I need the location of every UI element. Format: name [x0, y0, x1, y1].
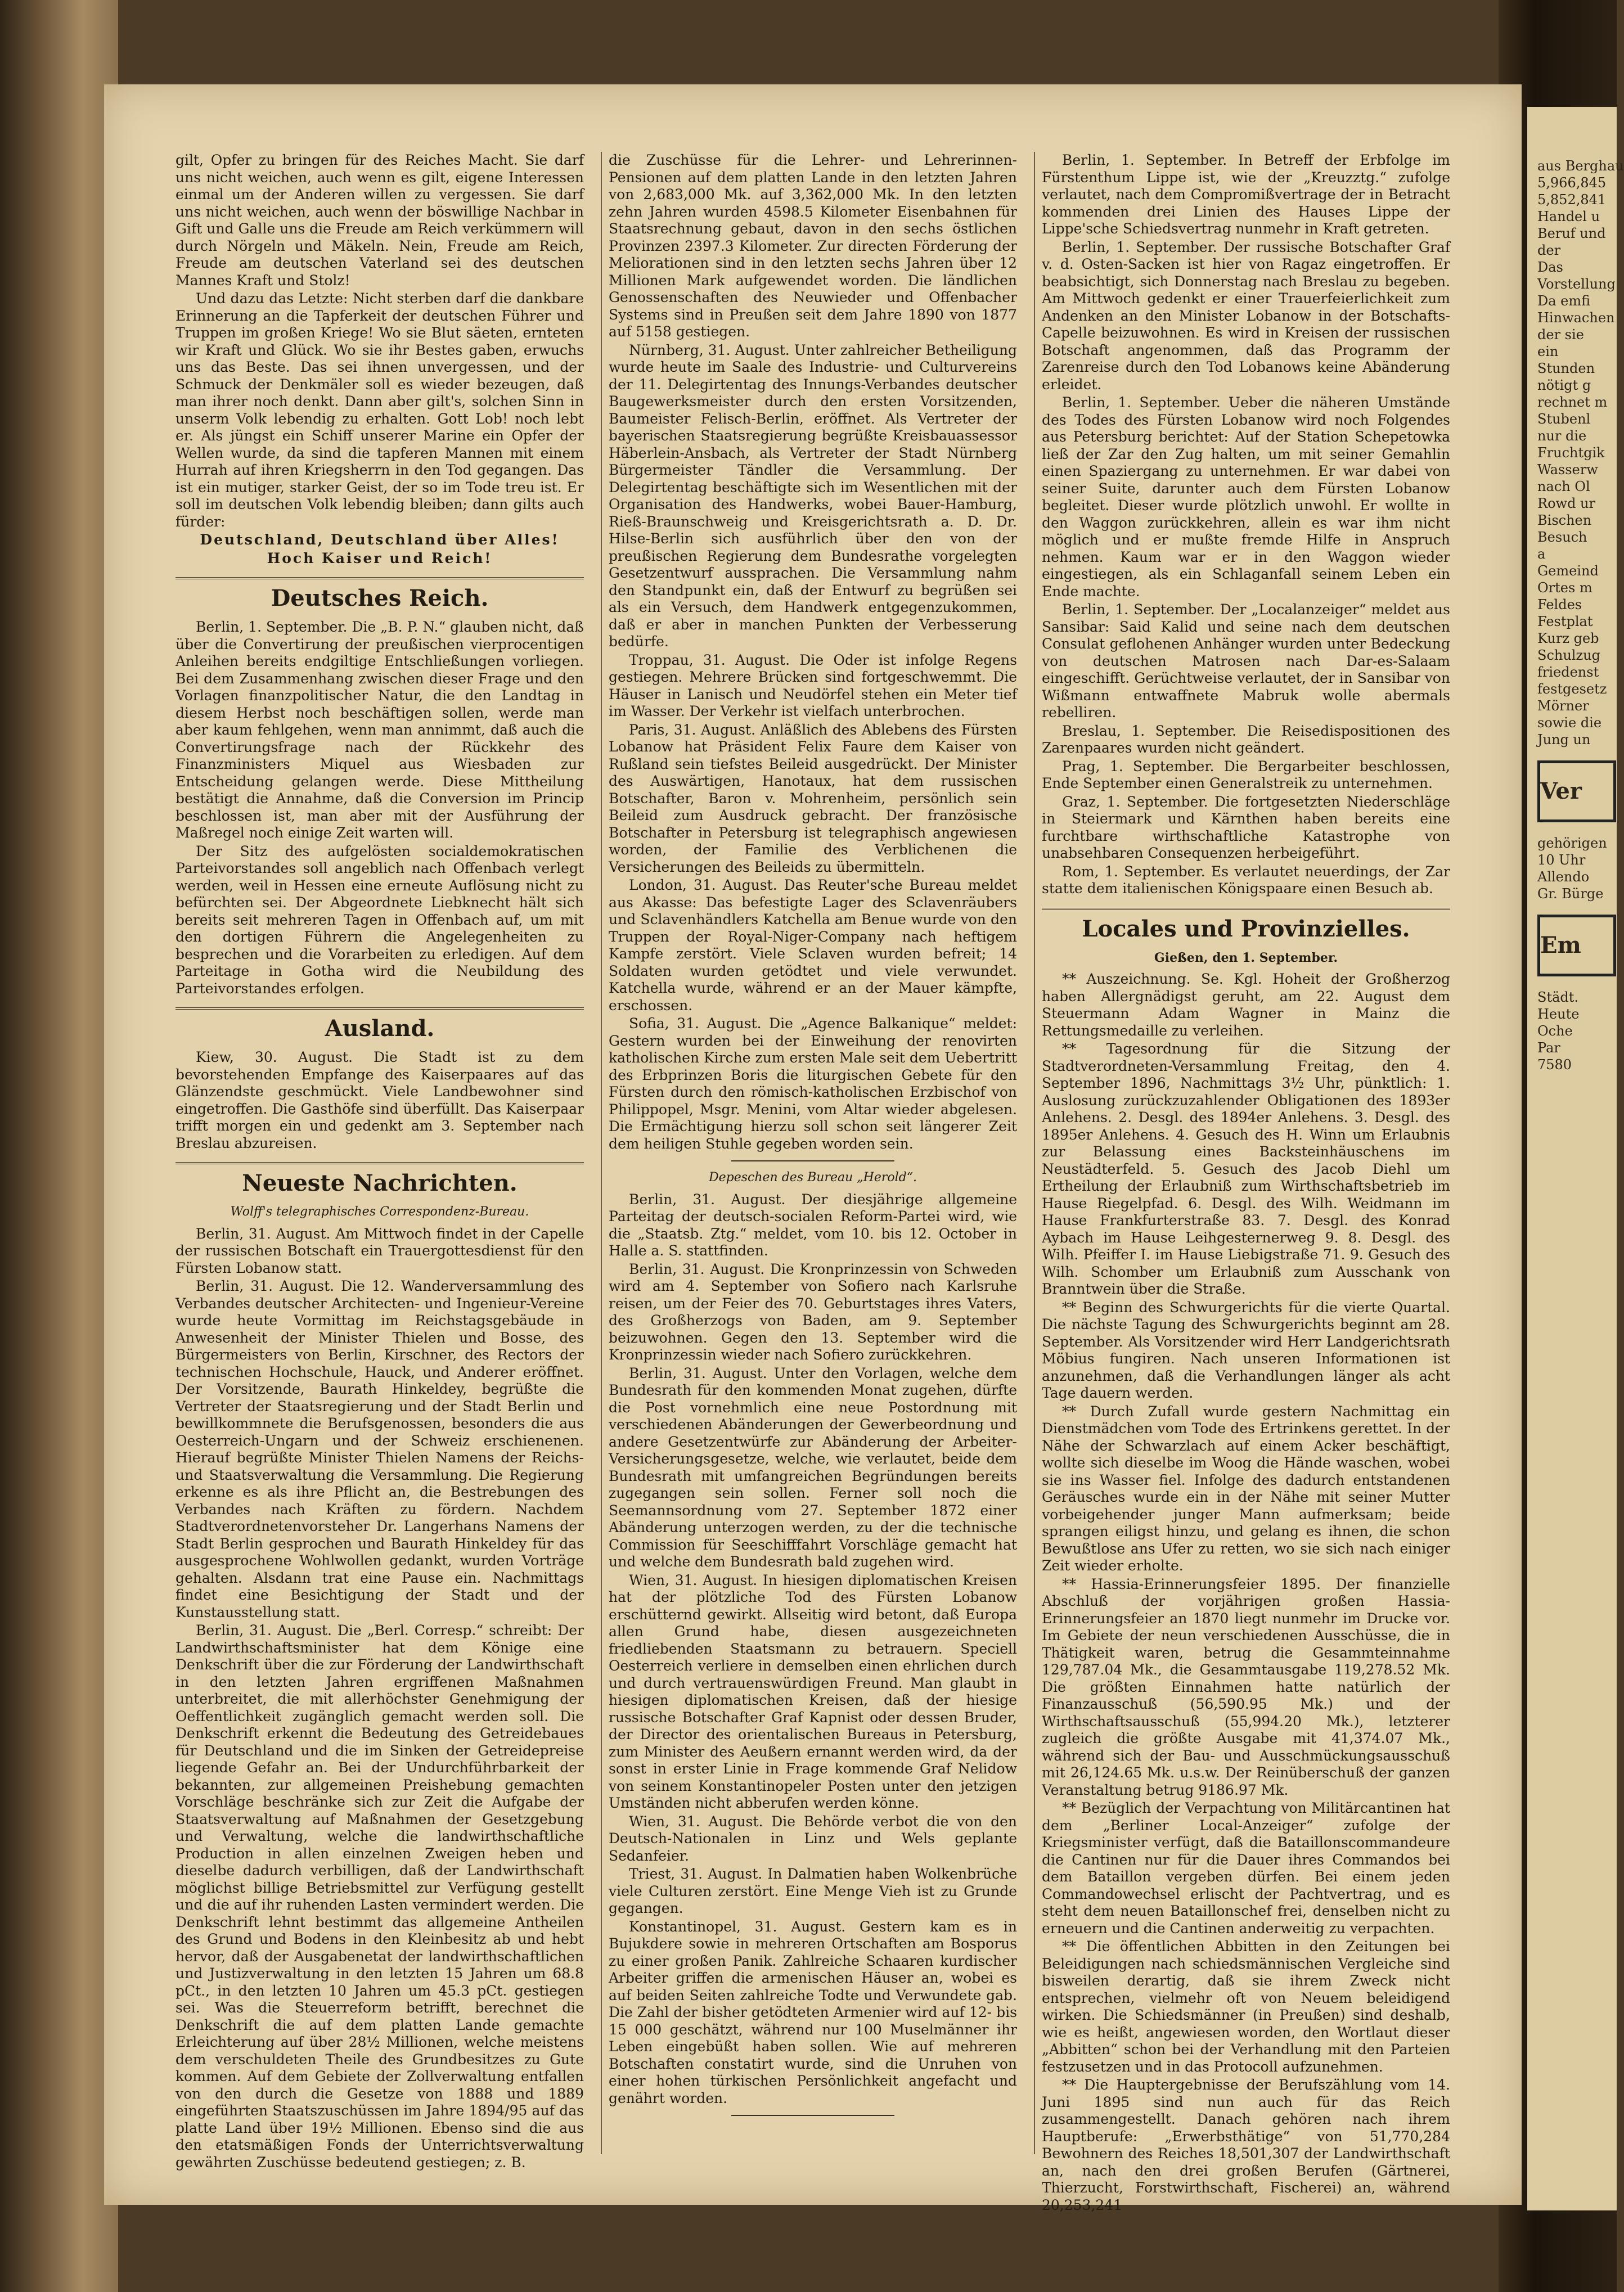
- edge-text-line: Par: [1537, 1040, 1560, 1056]
- section-title-neueste-nachrichten: Neueste Nachrichten.: [176, 1162, 584, 1198]
- news-item: Berlin, 1. September. Die „B. P. N.“ glauben nicht, daß über die Convertirung der preußischen vierprocentigen Anleihen bereits endgiltige Entschließungen vorliegen. Bei dem Zusammenhang zwischen dieser Frage und den Vorlagen finanzpolitischer Natur, die den Landtag in diesem Herbst noch beschäftigen sollen, werde man aber kaum fehlgehen, wenn man annimmt, daß auch die Convertirungsfrage nach der Rückkehr des Finanzministers Miquel aus Wiesbaden zur Entscheidung gelangen werde. Diese Mittheilung bestätigt die Annahme, daß die Conversion im Princip beschlossen ist, man aber mit der Ausführung der Maßregel noch einige Zeit warten will.: [176, 619, 584, 841]
- edge-text-line: Hinwachen: [1537, 310, 1615, 326]
- news-item: Berlin, 1. September. In Betreff der Erbfolge im Fürstenthum Lippe ist, wie der „Kreuzztg.“ zufolge verlautet, nach dem Compromißvertrage der in Betracht kommenden drei Linien des Hauses Lippe der Lippe'sche Schiedsvertrag nunmehr in Kraft getreten.: [1042, 152, 1450, 237]
- news-item: Nürnberg, 31. August. Unter zahlreicher Betheiligung wurde heute im Saale des Industrie- und Culturvereins der 11. Delegirtentag des Innungs-Verbandes deutscher Baugewerksmeister durch den ersten Vorsitzenden, Baumeister Felisch-Berlin, eröffnet. Als Vertreter der bayerischen Staatsregierung begrüßte Kreisbauassessor Häberlein-Ansbach, als Vertreter der Stadt Nürnberg Bürgermeister Tändler die Versammlung. Der Delegirtentag beschäftigte sich im Wesentlichen mit der Organisation des Handwerks, wobei Bauer-Hamburg, Rieß-Braunschweig und Kreisgerichtsrath a. D. Dr. Hilse-Berlin sich ausführlich über den von der preußischen Regierung dem Bundesrathe vorgelegten Gesetzentwurf aussprachen. Die Versammlung nahm den Standpunkt ein, daß der Entwurf zu begrüßen sei als ein Versuch, dem Handwerk entgegenzukommen, daß er aber in manchen Punkten der Verbesserung bedürfe.: [609, 341, 1017, 650]
- news-item: Berlin, 31. August. Die 12. Wanderversammlung des Verbandes deutscher Architecten- und Ingenieur-Vereine wurde heute Vormittag im Reichstagsgebäude in Anwesenheit der Minister Thielen und Bosse, des Bürgermeisters von Berlin, Kirschner, des Rectors der technischen Hochschule, Hauck, und Anderer eröffnet. Der Vorsitzende, Baurath Hinkeldey, begrüßte die Vertreter der Staatsregierung und der Stadt Berlin und bewillkommnete die Berufsgenossen, besonders die aus Oesterreich-Ungarn und der Schweiz erschienenen. Hierauf begrüßte Minister Thielen Namens der Reichs- und Staatsverwaltung die Versammlung. Die Regierung erkenne es als ihre Pflicht an, die Bestrebungen des Verbandes nach Kräften zu fördern. Nachdem Stadtverordnetenvorsteher Dr. Langerhans Namens der Stadt Berlin gesprochen und Baurath Hinkeldey für das ausgesprochene Wohlwollen gedankt, wurden Vorträge gehalten. Alsdann trat eine Pause ein. Nachmittags findet eine Besichtigung der Stadt und der Kunstausstellung statt.: [176, 1278, 584, 1620]
- advert-box: [1537, 915, 1616, 976]
- news-item: ** Hassia-Erinnerungsfeier 1895. Der finanzielle Abschluß der vorjährigen großen Hassia-Erinnerungsfeier an 1870 liegt nunmehr im Drucke vor. Im Gebiete der neun verschiedenen Ausschüsse, die in Thätigkeit waren, betrug die Gesammteinnahme 129,787.04 Mk., die Gesammtausgabe 119,278.52 Mk. Die größten Einnahmen hatte natürlich der Finanzausschuß (56,590.95 Mk.) und der Wirthschaftsausschuß (55,994.20 Mk.), letzterer zugleich die größte Ausgabe mit 41,374.07 Mk., während sich der Bau- und Ausschmückungsausschuß mit 26,124.65 Mk. u.s.w. Der Reinüberschuß der ganzen Veranstaltung betrug 9186.97 Mk.: [1042, 1575, 1450, 1798]
- edge-text-line: nur die: [1537, 428, 1587, 444]
- edge-text-line: Vorstellung: [1537, 276, 1616, 292]
- edge-text-line: Allendo: [1537, 869, 1590, 885]
- newspaper-page: [104, 84, 1522, 2213]
- edge-text-line: Städt.: [1537, 989, 1579, 1005]
- section-title-locales: Locales und Provinzielles.: [1042, 908, 1450, 944]
- article-paragraph: Und dazu das Letzte: Nicht sterben darf die dankbare Erinnerung an die Tapferkeit der deutschen Führer und Truppen im großen Kriege! Wo sie Blut säeten, ernteten wir Kraft und Glück. Wo sie ihr Bestes gaben, erwuchs uns das Beste. Das sei ihnen unvergessen, und der Schmuck der Denkmäler soll es wieder bezeugen, daß man ihrer noch denkt. Dann aber gilt's, solchen Sinn in unserm Volk lebendig zu erhalten. Gott Lob! noch lebt er. Als jüngst ein Schiff unserer Marine ein Opfer der Wellen wurde, da sind die tapferen Mannen mit einem Hurrah auf ihren Kriegsherrn in den Tod gegangen. Das ist ein mutiger, starker Geist, der so im Tode treu ist. Er soll im deutschen Volk lebendig bleiben; dann gilts auch fürder:: [176, 290, 584, 530]
- news-item: Wien, 31. August. Die Behörde verbot die von den Deutsch-Nationalen in Linz und Wels geplante Sedanfeier.: [609, 1813, 1017, 1864]
- edge-text-fragments: [1537, 989, 1617, 1073]
- edge-text-line: Stunden: [1537, 361, 1595, 376]
- column-container: [169, 152, 1457, 2213]
- section-subtitle: Wolff's telegraphisches Correspondenz-Bureau.: [230, 1205, 529, 1219]
- section-title-deutsches-reich: Deutsches Reich.: [176, 577, 584, 613]
- edge-text-line: der: [1537, 242, 1561, 258]
- edge-text-line: Handel u: [1537, 209, 1600, 224]
- edge-text-line: Mörner: [1537, 698, 1589, 714]
- divider: [731, 1160, 894, 1161]
- edge-text-line: Fruchtgik: [1537, 445, 1605, 461]
- edge-text-line: Stubenl: [1537, 411, 1591, 427]
- column-2: [601, 152, 1024, 2154]
- article-continuation: die Zuschüsse für die Lehrer- und Lehrerinnen-Pensionen auf dem platten Lande in den letzten Jahren von 2,683,000 Mk. auf 3,362,000 Mk. In den letzten zehn Jahren wurden 4598.5 Kilometer Eisenbahnen für Staatsrechnung gebaut, davon in den sechs östlichen Provinzen 2397.3 Kilometer. Zur directen Förderung der Meliorationen sind in den letzten sechs Jahren über 12 Millionen Mark aufgewendet worden. Die ländlichen Genossenschaften des Neuwieder und Offenbacher Systems sind in Preußen seit dem Jahre 1890 von 1877 auf 5158 gestiegen.: [609, 152, 1017, 340]
- news-item: ** Auszeichnung. Se. Kgl. Hoheit der Großherzog haben Allergnädigst geruht, am 22. August dem Steuermann Adam Wagner in Mainz die Rettungsmedaille zu verleihen.: [1042, 971, 1450, 1039]
- edge-text-line: Rowd ur: [1537, 496, 1595, 511]
- news-item: Paris, 31. August. Anläßlich des Ablebens des Fürsten Lobanow hat Präsident Felix Faure dem Kaiser von Rußland sein tiefstes Beileid ausgedrückt. Der Minister des Auswärtigen, Hanotaux, hat dem russischen Botschafter, Baron v. Mohrenheim, persönlich sein Beileid zum Ausdruck gebracht. Der französische Botschafter in Petersburg ist telegraphisch angewiesen worden, der Familie des Verblichenen die Versicherungen des Beileids zu übermitteln.: [609, 721, 1017, 875]
- news-item: Kiew, 30. August. Die Stadt ist zu dem bevorstehenden Empfange des Kaiserpaares auf das Glänzendste geschmückt. Viele Landbewohner sind eingetroffen. Die Gasthöfe sind überfüllt. Das Kaiserpaar trifft morgen ein und gedenkt am 3. September nach Breslau abzureisen.: [176, 1049, 584, 1151]
- motto-line: Hoch Kaiser und Reich!: [267, 550, 493, 566]
- news-item: Berlin, 31. August. Unter den Vorlagen, welche dem Bundesrath für den kommenden Monat zugehen, dürfte die Post vornehmlich eine neue Postordnung mit verschiedenen Abänderungen der Gewerbeordnung und andere Gesetzentwürfe zur Abänderung der Arbeiter-Versicherungsgesetze, welche, wie verlautet, beide dem Bundesrath mit umfangreichen Begründungen bereits zugegangen sein sollen. Ferner soll noch die Seemannsordnung vom 27. September 1872 einer Abänderung unterzogen werden, zu der die technische Commission für Seeschifffahrt Vorschläge gemacht hat und welche dem Bundesrath bald zugehen wird.: [609, 1365, 1017, 1570]
- article-continuation: gilt, Opfer zu bringen für des Reiches Macht. Sie darf uns nicht weichen, auch wenn es gilt, eigene Interessen einmal um der Anderen willen zu vergessen. Sie darf uns nicht weichen, auch wenn der böswillige Nachbar in Gift und Galle uns die Freude am Reich verkümmern will durch Nörgeln und Mäkeln. Nein, Freude am Reich, Freude am deutschen Vaterland sei des deutschen Mannes Kraft und Stolz!: [176, 152, 584, 289]
- edge-text-line: sowie die: [1537, 715, 1602, 731]
- news-item: Troppau, 31. August. Die Oder ist infolge Regens gestiegen. Mehrere Brücken sind fortgeschwemmt. Die Häuser in Lanisch und Neudörfel stehen ein Meter tief im Wasser. Der Verkehr ist vielfach unterbrochen.: [609, 651, 1017, 719]
- news-item: Berlin, 1. September. Der russische Botschafter Graf v. d. Osten-Sacken ist hier von Ragaz eingetroffen. Er beabsichtigt, sich Donnerstag nach Breslau zu begeben. Am Mittwoch gedenkt er einer Trauerfeierlichkeit zum Andenken an den Minister Lobanow in der Botschafts-Capelle beizuwohnen. Es wird in Kreisen der russischen Botschaft angenommen, daß das Programm der Zarenreise durch den Tod Lobanows keine Abänderung erleidet.: [1042, 238, 1450, 393]
- advert-box-text: Em: [1540, 932, 1581, 958]
- edge-text-line: Das: [1537, 259, 1563, 275]
- edge-text-line: Heute: [1537, 1006, 1580, 1022]
- edge-text-line: nötigt g: [1537, 377, 1591, 393]
- motto-line: Deutschland, Deutschland über Alles!: [200, 532, 560, 548]
- edge-text-line: 5,966,845: [1537, 175, 1607, 191]
- news-item: Triest, 31. August. In Dalmatien haben Wolkenbrüche viele Culturen zerstört. Eine Menge Vieh ist zu Grunde gegangen.: [609, 1866, 1017, 1916]
- edge-text-line: Feldes: [1537, 597, 1582, 613]
- dateline: Gießen, den 1. September.: [1154, 950, 1338, 965]
- advert-box-text: Ver: [1540, 778, 1582, 804]
- news-item: Prag, 1. September. Die Bergarbeiter beschlossen, Ende September einen Generalstreik zu unternehmen.: [1042, 758, 1450, 791]
- edge-text-line: Ortes m: [1537, 580, 1592, 596]
- edge-text-line: nach Ol: [1537, 479, 1590, 494]
- edge-text-line: Besuch: [1537, 529, 1587, 545]
- column-1: [169, 152, 591, 2171]
- edge-text-line: gehörigen: [1537, 835, 1607, 851]
- edge-text-line: Jung un: [1537, 732, 1591, 748]
- edge-text-line: Festplat: [1537, 614, 1593, 629]
- edge-text-line: Gemeind: [1537, 563, 1599, 579]
- edge-text-line: 10 Uhr: [1537, 852, 1586, 868]
- news-item: ** Durch Zufall wurde gestern Nachmittag ein Dienstmädchen vom Tode des Ertrinkens gerettet. In der Nähe der Schwarzlach auf einem Acker beschäftigt, wollte sich dieselbe im Woog die Hände waschen, wobei sie ins Wasser fiel. Infolge des dadurch entstandenen Geräusches wurde ein in der Nähe mit seiner Mutter vorbeigehender junger Mann aufmerksam; beide sprangen eiligst hinzu, und gelang es ihnen, die schon Bewußtlose ans Ufer zu retten, wo sie sich nach einiger Zeit wieder erholte.: [1042, 1403, 1450, 1574]
- news-item: London, 31. August. Das Reuter'sche Bureau meldet aus Akasse: Das befestigte Lager des Sclavenräubers und Sclavenhändlers Katchella am Benue wurde von den Truppen der Royal-Niger-Company nach heftigem Kampfe zerstört. Viele Sclaven wurden befreit; 14 Soldaten wurden getödtet und viele verwundet. Katchella wurde, während er an der Mauer kämpfte, erschossen.: [609, 877, 1017, 1014]
- advert-box: [1537, 760, 1616, 822]
- news-item: Berlin, 31. August. Der diesjährige allgemeine Parteitag der deutsch-socialen Reform-Partei wird, wie die „Staatsb. Ztg.“ meldet, vom 10. bis 12. October in Halle a. S. stattfinden.: [609, 1191, 1017, 1259]
- edge-text-line: der sie: [1537, 327, 1584, 343]
- edge-text-line: festgesetz: [1537, 681, 1607, 697]
- edge-text-line: aus Berghau: [1537, 158, 1624, 174]
- edge-text-line: rechnet m: [1537, 394, 1608, 410]
- edge-text-line: Wasserw: [1537, 462, 1598, 478]
- news-item: Berlin, 1. September. Der „Localanzeiger“ meldet aus Sansibar: Said Kalid und seine nach dem deutschen Consulat geflohenen Anhänger wurden unter Bedeckung von deutschen Matrosen nach Dar-es-Salaam eingeschifft. Gerüchtweise verlautet, der in Sansibar von Wißmann entwaffnete Mabruk wolle abermals rebelliren.: [1042, 601, 1450, 721]
- edge-text-line: Schulzug: [1537, 647, 1600, 663]
- news-item: ** Die öffentlichen Abbitten in den Zeitungen bei Beleidigungen nach schiedsmännischen Vergleiche sind bisweilen derartig, daß sie ihrem Zweck nicht entsprechen, vielmehr oft von Neuem beleidigend wirken. Die Schiedsmänner (in Preußen) sind deshalb, wie es heißt, angewiesen worden, den Wortlaut dieser „Abbitten“ schon bei der Verhandlung mit den Parteien festzusetzen und in das Protocoll aufzunehmen.: [1042, 1938, 1450, 2075]
- edge-text-line: Da emfi: [1537, 293, 1591, 309]
- news-item: ** Tagesordnung für die Sitzung der Stadtverordneten-Versammlung Freitag, den 4. September 1896, Nachmittags 3½ Uhr, pünktlich: 1. Auslosung zurückzuzahlender Obligationen des 1893er Anlehens. 2. Desgl. des 1894er Anlehens. 3. Desgl. des 1895er Anlehens. 4. Gesuch des H. Winn um Erlaubnis zur Belassung eines Backsteinhäuschens im Neustädterfeld. 5. Gesuch des Jacob Diehl um Ertheilung der Erlaubniß zum Wirthschaftsbetrieb im Hause Riegelpfad. 6. Desgl. des Wilh. Weidmann im Hause Frankfurterstraße 83. 7. Desgl. des Konrad Aybach im Hause Leihgesternerweg 9. 8. Desgl. des Wilh. Pfeiffer I. im Hause Liebigstraße 71. 9. Gesuch des Wilh. Schomber um Erlaubniß zum Ausschank von Branntwein über die Straße.: [1042, 1041, 1450, 1297]
- news-item: Berlin, 31. August. Am Mittwoch findet in der Capelle der russischen Botschaft ein Trauergottesdienst für den Fürsten Lobanow statt.: [176, 1225, 584, 1276]
- news-item: ** Die Hauptergebnisse der Berufszählung vom 14. Juni 1895 sind nun auch für das Reich zusammengestellt. Danach gehören nach ihrem Hauptberufe: „Erwerbsthätige“ von 51,770,284 Bewohnern des Reiches 18,501,307 der Landwirthschaft an, nach den drei großen Berufen (Gärtnerei, Thierzucht, Forstwirthschaft, Fischerei) an, während 20,253,241: [1042, 2077, 1450, 2213]
- news-item: Graz, 1. September. Die fortgesetzten Niederschläge in Steiermark und Kärnthen haben bereits eine furchtbare wirthschaftliche Katastrophe von unabsehbaren Consequenzen herbeigeführt.: [1042, 793, 1450, 861]
- news-item: Breslau, 1. September. Die Reisedispositionen des Zarenpaares wurden nicht geändert.: [1042, 722, 1450, 756]
- news-item: ** Bezüglich der Verpachtung von Militärcantinen hat dem „Berliner Local-Anzeiger“ zufolge der Kriegsminister verfügt, daß die Bataillonscommandeure die Cantinen nur für die Dauer ihres Commandos bei dem Bataillon vergeben dürfen. Bei einem jeden Commandowechsel erlischt der Pachtvertrag, und es steht dem neuen Bataillonschef frei, denselben nicht zu erneuern und die Cantinen anderweitig zu verpachten.: [1042, 1800, 1450, 1937]
- edge-text-line: Gr. Bürge: [1537, 886, 1604, 902]
- adjacent-page-edge: [1527, 107, 1624, 2210]
- news-item: Rom, 1. September. Es verlautet neuerdings, der Zar statte dem italienischen Königspaare einen Besuch ab.: [1042, 863, 1450, 897]
- edge-text-line: Bischen: [1537, 512, 1592, 528]
- divider: [731, 2115, 894, 2116]
- news-item: Berlin, 1. September. Ueber die näheren Umstände des Todes des Fürsten Lobanow wird noch Folgendes aus Petersburg berichtet: Auf der Station Schepetowka ließ der Zar den Zug halten, um mit seiner Gemahlin einen Spaziergang zu unternehmen. Er war dabei von seiner Suite, darunter auch dem Fürsten Lobanow begleitet. Dieser wurde plötzlich unwohl. Er wollte in den Waggon zurückkehren, allein es war ihm nicht möglich und er mußte fremde Hilfe in Anspruch nehmen. Kaum war er in den Waggon wieder eingestiegen, als ein Schlaganfall seinem Leben ein Ende machte.: [1042, 394, 1450, 600]
- news-item: Wien, 31. August. In hiesigen diplomatischen Kreisen hat der plötzliche Tod des Fürsten Lobanow erschütternd gewirkt. Allseitig wird betont, daß Europa allen Grund habe, diesen ausgezeichneten friedliebenden Staatsmann zu betrauern. Speciell Oesterreich verliere in demselben einen ehrlichen durch und durch vertrauenswürdigen Freund. Man glaubt in hiesigen diplomatischen Kreisen, daß der hiesige russische Botschafter Graf Kapnist oder dessen Bruder, der Director des orientalischen Bureaus in Petersburg, zum Minister des Aeußern ernannt werden wird, da der sonst in erster Linie in Frage kommende Graf Nelidow von seinem Konstantinopeler Posten unter den jetzigen Umständen nicht abberufen werden könne.: [609, 1571, 1017, 1811]
- edge-text-fragments: [1537, 157, 1624, 748]
- edge-text-line: 5,852,841: [1537, 192, 1607, 208]
- book-binding-left: [0, 0, 118, 2292]
- edge-text-line: Beruf und: [1537, 226, 1606, 241]
- edge-text-fragments: [1537, 835, 1617, 902]
- news-item: ** Beginn des Schwurgerichts für die vierte Quartal. Die nächste Tagung des Schwurgerichts beginnt am 28. September. Als Vorsitzender wird Herr Landgerichtsrath Möbius fungiren. Nach unseren Informationen ist anzunehmen, daß die Verhandlungen länger als acht Tage dauern werden.: [1042, 1299, 1450, 1401]
- news-item: Der Sitz des aufgelösten socialdemokratischen Parteivorstandes soll angeblich nach Offenbach verlegt werden, weil in Hessen eine erneute Auflösung nicht zu befürchten sei. Der Abgeordnete Liebknecht hält sich bereits seit mehreren Tagen in Offenbach auf, um mit den dortigen Führern die Angelegenheiten zu besprechen und die Vorarbeiten zu erledigen. Auf dem Parteitage in Gotha wird die Neubildung des Parteivorstandes erfolgen.: [176, 843, 584, 997]
- edge-text-line: friedenst: [1537, 664, 1599, 680]
- edge-text-line: Kurz geb: [1537, 631, 1599, 646]
- edge-text-line: ein: [1537, 344, 1559, 359]
- edge-text-line: a: [1537, 546, 1546, 562]
- news-item: Sofia, 31. August. Die „Agence Balkanique“ meldet: Gestern wurden bei der Einweihung der renovirten katholischen Kirche zum ersten Male seit dem Uebertritt des Erbprinzen Boris die liturgischen Gebete für den Fürsten durch den römisch-katholischen Erzbischof von Philippopel, Msgr. Menini, vom Altar wieder abgelesen. Die Ermächtigung hierzu soll schon seit längerer Zeit dem heiligen Stuhle gegeben worden sein.: [609, 1015, 1017, 1152]
- news-item: Konstantinopel, 31. August. Gestern kam es in Bujukdere sowie in mehreren Ortschaften am Bosporus zu einer großen Panik. Zahlreiche Schaaren kurdischer Arbeiter griffen die armenischen Häuser an, wobei es auf beiden Seiten zahlreiche Todte und Verwundete gab. Die Zahl der bisher getödteten Armenier wird auf 12- bis 15 000 geschätzt, während nur 100 Muselmänner ihr Leben eingebüßt haben sollen. Wie auf mehreren Botschaften constatirt wurde, sind die Unruhen von einer hohen türkischen Persönlichkeit angefacht und genährt worden.: [609, 1918, 1017, 2106]
- edge-text-line: 7580: [1537, 1057, 1572, 1073]
- news-item: Berlin, 31. August. Die Kronprinzessin von Schweden wird am 4. September von Sofiero nach Karlsruhe reisen, um der Feier des 70. Geburtstages ihres Vaters, des Großherzogs von Baden, am 9. September beizuwohnen. Gegen den 13. September wird die Kronprinzessin wieder nach Sofiero zurückkehren.: [609, 1260, 1017, 1363]
- section-title-ausland: Ausland.: [176, 1007, 584, 1043]
- edge-text-line: Oche: [1537, 1023, 1573, 1039]
- news-item: Berlin, 31. August. Die „Berl. Corresp.“ schreibt: Der Landwirthschaftsminister hat dem Könige eine Denkschrift über die zur Förderung der Landwirthschaft in den letzten Jahren ergriffenen Maßnahmen unterbreitet, die mit allerhöchster Genehmigung der Oeffentlichkeit zugänglich gemacht werden soll. Die Denkschrift erkennt die Bedeutung des Getreidebaues für Deutschland und die im Sinken der Getreidepreise liegende Gefahr an. Bei der Undurchführbarkeit der bekannten, zur allgemeinen Preishebung gemachten Vorschläge beschränke sich zur Zeit die Aufgabe der Staatsverwaltung auf Maßnahmen der Gesetzgebung und Verwaltung, welche die landwirthschaftliche Production in allen einzelnen Zweigen heben und dieselbe dadurch verbilligen, daß der Landwirthschaft möglichst billige Betriebsmittel zur Verfügung gestellt und die auf ihr ruhenden Lasten vermindert werden. Die Denkschrift lehnt bestimmt das allgemeine Antheilen des Grund und Bodens in den Kleinbesitz ab und hebt hervor, daß der Ausgabenetat der landwirthschaftlichen und Justizverwaltung in den letzten 15 Jahren um 68.8 pCt., in den letzten 10 Jahren um 45.3 pCt. gestiegen sei. Was die Steuerreform betrifft, berechnet die Denkschrift die auf dem platten Lande gemachte Erleichterung auf über 28½ Millionen, welche meistens dem verschuldeten Theile des Grundbesitzes zu Gute kommen. Auf dem Gebiete der Zollverwaltung entfallen von den durch die Gesetze von 1888 und 1889 eingeführten Staatszuschüssen im Jahre 1894/95 auf das platte Land über 19½ Millionen. Ebenso sind die aus den etatsmäßigen Fonds der Unterrichtsverwaltung gewährten Zuschüsse bedeutend gestiegen; z. B.: [176, 1622, 584, 2171]
- column-3: [1034, 152, 1457, 2213]
- section-subtitle-herold: Depeschen des Bureau „Herold“.: [709, 1170, 917, 1185]
